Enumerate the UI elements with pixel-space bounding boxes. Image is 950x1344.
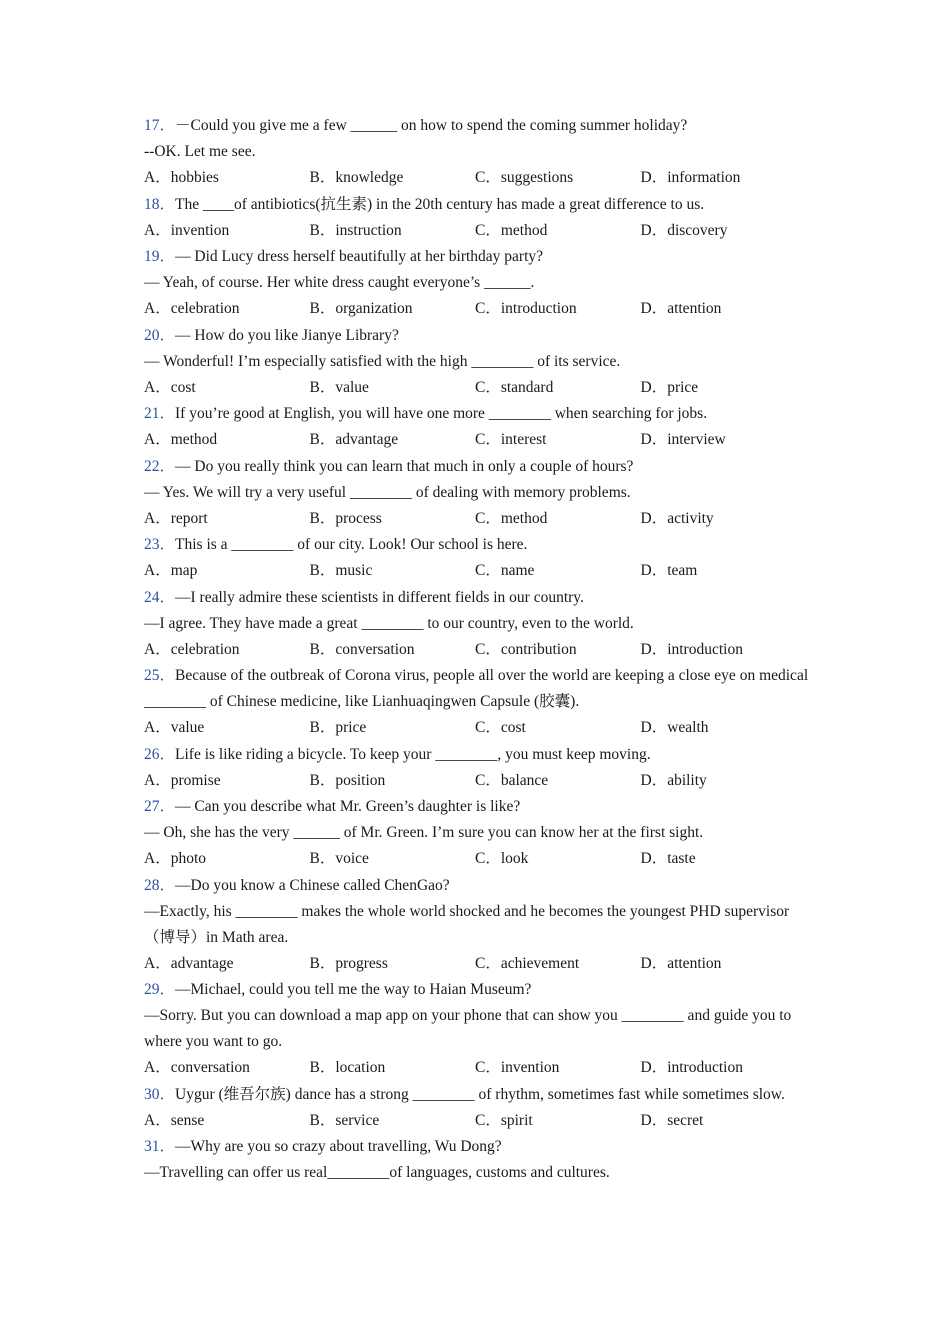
question-block [144,585,809,664]
question-text: If you’re good at English, you will have one more ________ when searching for jobs. [175,405,708,422]
answer-option: B．price [309,719,367,736]
question-number: 27． [144,798,176,815]
question-block [144,113,809,192]
answer-option: B．progress [309,954,388,972]
question-block [144,1134,809,1186]
question-reply [144,270,809,296]
question-reply [144,611,809,637]
answer-options [144,427,809,454]
question-number: 23． [144,536,176,553]
answer-options [144,951,809,978]
answer-option: C．achievement [475,954,580,972]
answer-option: C．look [475,850,529,867]
answer-options [144,1055,809,1082]
question-number: 17． [144,117,176,134]
answer-option: D．team [640,562,698,579]
answer-option: A．report [144,509,208,527]
question-text: — Wonderful! I’m especially satisfied with the high ________ of its service. [144,352,621,370]
answer-option: B．location [309,1059,386,1076]
question-block [144,873,809,978]
question-number: 31． [144,1138,176,1155]
question-text: This is a ________ of our city. Look! Our school is here. [175,536,528,553]
question-block [144,323,809,402]
question-stem [144,323,809,349]
answer-option: C．name [475,562,535,579]
answer-options [144,768,809,795]
answer-options [144,715,809,742]
answer-option: C．contribution [475,640,577,658]
answer-option: D．activity [640,509,714,527]
question-text: －Could you give me a few ______ on how to spend the coming summer holiday? [175,117,688,134]
question-text: —Travelling can offer us real________of languages, customs and cultures. [144,1164,610,1181]
question-block [144,192,809,245]
question-text: —Why are you so crazy about travelling, Wu Dong? [175,1138,502,1155]
question-reply [144,480,809,506]
answer-option: C．method [475,221,548,239]
question-block [144,663,809,742]
answer-option: C．balance [475,771,549,789]
answer-options [144,637,809,664]
answer-options [144,375,809,402]
question-number: 19． [144,248,176,265]
answer-option: C．suggestions [475,169,574,186]
question-block [144,454,809,533]
question-stem [144,532,809,558]
question-number: 21． [144,405,176,422]
question-stem [144,192,809,218]
answer-option: C．cost [475,719,526,736]
answer-option: C．introduction [475,300,577,317]
answer-options [144,846,809,873]
question-number: 22． [144,457,176,475]
answer-option: D．attention [640,300,722,317]
question-number: 24． [144,588,176,606]
question-stem [144,1082,809,1108]
answer-option: B．conversation [309,640,415,658]
question-block [144,401,809,454]
question-text: The ____of antibiotics(抗生素) in the 20th century has made a great difference to us. [175,195,705,213]
question-text: Life is like riding a bicycle. To keep your ________, you must keep moving. [175,745,651,763]
answer-option: B．value [309,378,369,396]
answer-option: D．discovery [640,221,728,239]
question-stem [144,113,809,139]
question-reply [144,1160,809,1186]
answer-option: C．spirit [475,1111,533,1129]
answer-option: D．information [640,169,741,186]
answer-option: C．invention [475,1059,560,1076]
question-text: —I really admire these scientists in different fields in our country. [175,588,584,606]
answer-options [144,1108,809,1135]
answer-option: D．interview [640,431,726,448]
answer-option: B．service [309,1111,380,1129]
answer-option: D．price [640,378,699,396]
question-stem [144,1134,809,1160]
question-text: — Yes. We will try a very useful ________ of dealing with memory problems. [144,483,631,501]
question-stem [144,244,809,270]
question-text: —Exactly, his ________ makes the whole world shocked and he becomes the youngest PHD supervisor（博导）in Math area. [144,902,790,946]
question-stem [144,401,809,427]
question-list [144,113,809,1186]
answer-options [144,296,809,323]
question-reply [144,899,809,951]
answer-option: A．conversation [144,1059,250,1076]
answer-option: A．photo [144,850,207,867]
answer-option: B．knowledge [309,169,404,186]
question-reply [144,349,809,375]
answer-option: D．introduction [640,640,743,658]
answer-option: A．hobbies [144,169,219,186]
question-stem [144,454,809,480]
question-text: — Yeah, of course. Her white dress caught everyone’s ______. [144,274,535,291]
answer-option: B．organization [309,300,413,317]
answer-option: B．advantage [309,431,399,448]
question-number: 29． [144,981,176,998]
answer-option: A．advantage [144,954,234,972]
question-reply [144,820,809,846]
answer-option: A．invention [144,221,230,239]
question-text: --OK. Let me see. [144,143,256,160]
question-reply [144,139,809,165]
question-number: 30． [144,1085,176,1103]
question-number: 18． [144,195,176,213]
answer-options [144,558,809,585]
question-text: — Do you really think you can learn that much in only a couple of hours? [175,457,634,475]
question-stem [144,663,809,715]
question-number: 20． [144,326,176,344]
answer-option: B．music [309,562,373,579]
question-text: Uygur (维吾尔族) dance has a strong ________ of rhythm, sometimes fast while sometimes slow. [175,1085,785,1103]
question-reply [144,1003,809,1055]
question-stem [144,742,809,768]
question-text: — How do you like Jianye Library? [175,326,399,344]
answer-options [144,506,809,533]
question-text: —Michael, could you tell me the way to Haian Museum? [175,981,532,998]
answer-option: B．position [309,771,386,789]
question-text: Because of the outbreak of Corona virus, people all over the world are keeping a close eye on medical ________ of Chinese medicine, like Lianhuaqingwen Capsule (胶囊). [144,667,809,710]
answer-options [144,165,809,192]
question-block [144,244,809,323]
answer-option: B．instruction [309,221,402,239]
question-block [144,977,809,1082]
question-stem [144,977,809,1003]
question-stem [144,585,809,611]
question-block [144,794,809,873]
question-block [144,742,809,795]
question-stem [144,794,809,820]
question-text: —Sorry. But you can download a map app on your phone that can show you ________ and guide you to where you want to go. [144,1007,792,1050]
answer-option: D．introduction [640,1059,743,1076]
answer-option: D．attention [640,954,722,972]
question-number: 28． [144,876,176,894]
answer-option: C．standard [475,378,554,396]
answer-option: A．value [144,719,205,736]
question-text: —I agree. They have made a great ________ to our country, even to the world. [144,614,634,632]
question-stem [144,873,809,899]
question-block [144,1082,809,1135]
answer-option: A．sense [144,1111,205,1129]
answer-option: A．celebration [144,300,240,317]
answer-option: B．voice [309,850,369,867]
answer-option: D．ability [640,771,707,789]
question-block [144,532,809,585]
answer-options [144,218,809,245]
question-text: — Can you describe what Mr. Green’s daughter is like? [175,798,521,815]
answer-option: B．process [309,509,382,527]
answer-option: D．secret [640,1111,704,1129]
answer-option: A．cost [144,378,196,396]
answer-option: D．wealth [640,719,709,736]
answer-option: D．taste [640,850,696,867]
answer-option: A．celebration [144,640,240,658]
answer-option: A．map [144,562,198,579]
answer-option: C．interest [475,431,547,448]
question-text: — Oh, she has the very ______ of Mr. Green. I’m sure you can know her at the first sight. [144,824,704,841]
question-number: 25． [144,667,176,684]
question-text: —Do you know a Chinese called ChenGao? [175,876,450,894]
answer-option: A．promise [144,771,221,789]
question-text: — Did Lucy dress herself beautifully at her birthday party? [175,248,544,265]
question-number: 26． [144,745,176,763]
answer-option: C．method [475,509,548,527]
answer-option: A．method [144,431,218,448]
